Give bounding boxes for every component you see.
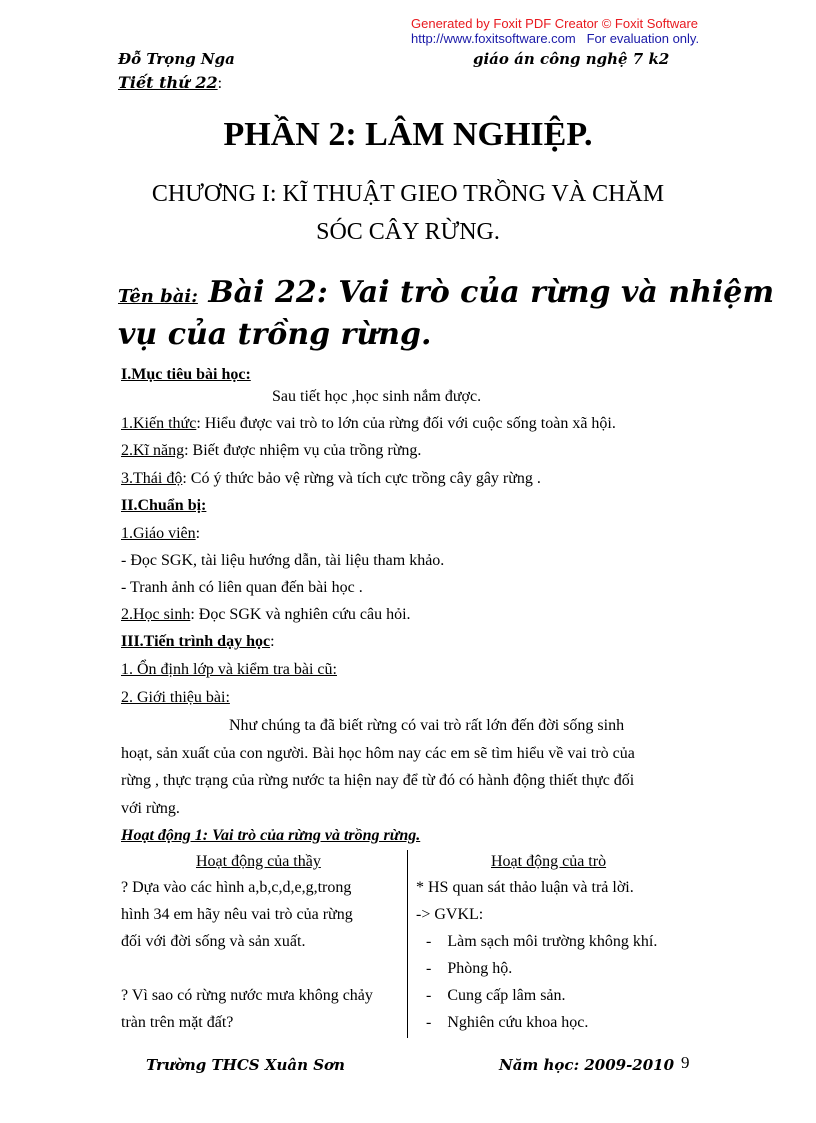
part-title: PHẦN 2: LÂM NGHIỆP. [223, 116, 593, 153]
watermark-line2 [411, 31, 699, 46]
preparation-student [121, 601, 411, 628]
teacher-line-3: đối với đời sống và sản xuất. [121, 933, 306, 950]
lesson-title-text: Bài 22: Vai trò của rừng và nhiệm [208, 275, 775, 310]
knowledge-label: 1.Kiến thức [121, 415, 197, 432]
bullet-text: Làm sạch môi trường không khí. [447, 933, 658, 950]
teacher-line-5: ? Vì sao có rừng nước mưa không chảy [121, 987, 373, 1004]
footer-year: Năm học: 2009-2010 [499, 1056, 675, 1074]
process-heading [121, 628, 275, 655]
lesson-title-line2: vụ của trồng rừng. [118, 317, 432, 352]
student-label: 2.Học sinh [121, 606, 191, 623]
objective-skill [121, 437, 421, 464]
student-bullet-1 [426, 928, 657, 955]
bullet-dash: - [426, 987, 432, 1004]
process-heading-text: III.Tiến trình dạy học [121, 633, 271, 650]
teacher-item-2: - Tranh ảnh có liên quan đến bài học . [121, 579, 363, 596]
watermark-line1: Generated by Foxit PDF Creator © Foxit Software [411, 16, 699, 31]
attitude-label: 3.Thái độ [121, 470, 183, 487]
column-divider [407, 850, 408, 1038]
lesson-number-colon: : [217, 75, 223, 92]
student-column-header: Hoạt động của trò [491, 853, 607, 870]
attitude-text: : Có ý thức bảo vệ rừng và tích cực trồng cây gây rừng . [182, 470, 541, 487]
chapter-title-line2: SÓC CÂY RỪNG. [316, 219, 500, 245]
preparation-heading: II.Chuẩn bị: [121, 497, 207, 514]
process-step-2: 2. Giới thiệu bài: [121, 689, 230, 706]
lesson-title-line1 [118, 275, 774, 310]
lesson-title-label: Tên bài: [118, 286, 198, 307]
bullet-text: Nghiên cứu khoa học. [447, 1014, 589, 1031]
process-step-1: 1. Ổn định lớp và kiểm tra bài cũ: [121, 661, 337, 678]
watermark-url[interactable]: http://www.foxitsoftware.com [411, 31, 576, 46]
bullet-dash: - [426, 933, 432, 950]
teacher-line-1: ? Dựa vào các hình a,b,c,d,e,g,trong [121, 879, 352, 896]
teacher-colon: : [195, 525, 201, 542]
intro-line-1: Như chúng ta đã biết rừng có vai trò rất lớn đến đời sống sinh [229, 717, 625, 734]
bullet-text: Cung cấp lâm sản. [447, 987, 566, 1004]
footer-school: Trường THCS Xuân Sơn [146, 1056, 345, 1074]
student-bullet-2 [426, 955, 512, 982]
student-text: : Đọc SGK và nghiên cứu câu hỏi. [190, 606, 411, 623]
header-author: Đỗ Trọng Nga [118, 50, 235, 68]
intro-line-4: với rừng. [121, 800, 180, 817]
lesson-number [118, 73, 222, 93]
skill-text: : Biết được nhiệm vụ của trồng rừng. [184, 442, 422, 459]
student-line-2: -> GVKL: [416, 906, 484, 923]
skill-label: 2.Kĩ năng [121, 442, 185, 459]
header-subject: giáo án công nghệ 7 k2 [473, 50, 670, 68]
page-number: 9 [681, 1053, 690, 1072]
watermark-note: For evaluation only. [586, 31, 700, 46]
activity-heading: Hoạt động 1: Vai trò của rừng và trồng rừng. [121, 827, 421, 844]
objective-attitude [121, 465, 541, 492]
student-bullet-4 [426, 1009, 588, 1036]
chapter-title-line1: CHƯƠNG I: KĨ THUẬT GIEO TRỒNG VÀ CHĂM [151, 181, 665, 207]
lesson-number-label: Tiết thứ 22 [118, 73, 218, 92]
teacher-item-1: - Đọc SGK, tài liệu hướng dẫn, tài liệu tham khảo. [121, 552, 445, 569]
bullet-text: Phòng hộ. [447, 960, 513, 977]
bullet-dash: - [426, 1014, 432, 1031]
teacher-column-header: Hoạt động của thầy [196, 853, 321, 870]
objectives-intro: Sau tiết học ,học sinh nắm được. [272, 388, 482, 405]
preparation-teacher [121, 520, 200, 547]
teacher-line-6: tràn trên mặt đất? [121, 1014, 234, 1031]
objective-knowledge [121, 410, 616, 437]
student-bullet-3 [426, 982, 566, 1009]
process-heading-colon: : [270, 633, 275, 650]
objectives-heading: I.Mục tiêu bài học: [121, 366, 251, 383]
bullet-dash: - [426, 960, 432, 977]
intro-line-3: rừng , thực trạng của rừng nước ta hiện nay để từ đó có hành động thiết thực đối [121, 772, 635, 789]
knowledge-text: : Hiểu được vai trò to lớn của rừng đối với cuộc sống toàn xã hội. [196, 415, 616, 432]
teacher-label: 1.Giáo viên [121, 525, 196, 542]
teacher-line-2: hình 34 em hãy nêu vai trò của rừng [121, 906, 353, 923]
student-line-1: * HS quan sát thảo luận và trả lời. [416, 879, 634, 896]
intro-line-2: hoạt, sản xuất của con người. Bài học hôm nay các em sẽ tìm hiểu về vai trò của [121, 745, 635, 762]
